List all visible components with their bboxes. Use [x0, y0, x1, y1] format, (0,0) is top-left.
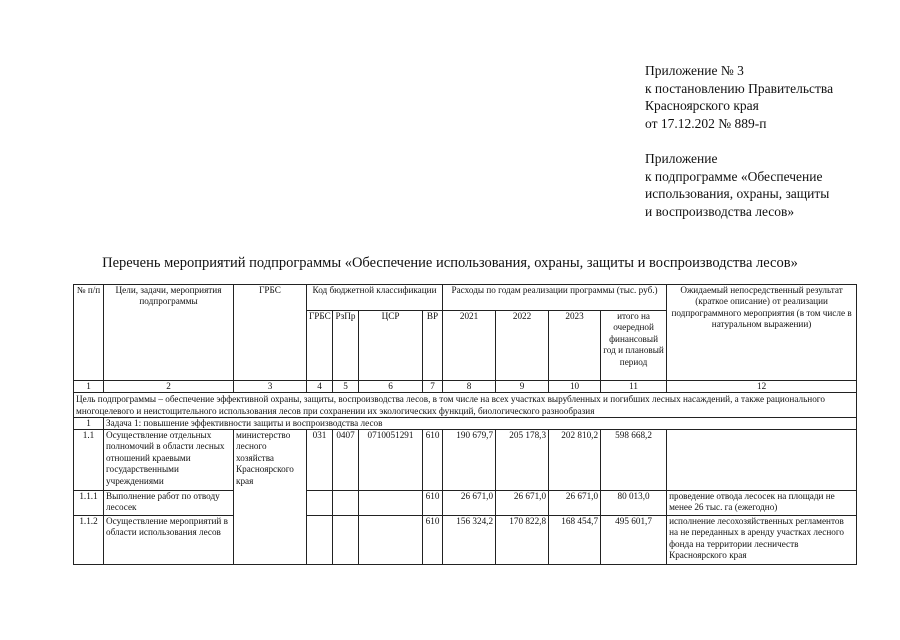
header-rzpr: РзПр	[333, 311, 359, 381]
row-grbs-code	[307, 491, 333, 516]
row-2021: 26 671,0	[443, 491, 496, 516]
column-number: 12	[667, 381, 857, 393]
table-row	[74, 430, 857, 491]
row-2023: 168 454,7	[549, 516, 601, 565]
row-name: Выполнение работ по отводу лесосек	[104, 491, 234, 516]
table-row	[74, 491, 857, 516]
appendix-line: Приложение № 3	[645, 63, 744, 78]
appendix-line: и воспроизводства лесов»	[645, 203, 795, 219]
row-name: Осуществление мероприятий в области использования лесов	[104, 516, 234, 565]
header-result: Ожидаемый непосредственный результат (краткое описание) от реализации подпрограммного мероприятия (в том числе в натуральном выражении)	[667, 285, 857, 381]
goal-text: Цель подпрограммы – обеспечение эффективной охраны, защиты, воспроизводства лесов, в том числе на всех участках вырубленных и погибших лесных насаждений, а также рационального многоцелевого и неистощительного использования лесов при сохранении их экологических функций, биологического разнообразия	[74, 393, 857, 418]
column-number: 5	[333, 381, 359, 393]
header-expenses: Расходы по годам реализации программы (тыс. руб.)	[443, 285, 667, 311]
row-grbs: министерство лесного хозяйства Красноярского края	[234, 430, 307, 565]
row-num: 1.1.2	[74, 516, 104, 565]
appendix-line: использования, охраны, защиты	[645, 186, 830, 201]
row-csr	[359, 516, 423, 565]
task-num: 1	[74, 418, 104, 430]
row-num: 1.1.1	[74, 491, 104, 516]
column-number: 3	[234, 381, 307, 393]
row-grbs-code: 031	[307, 430, 333, 491]
header-csr: ЦСР	[359, 311, 423, 381]
row-csr: 0710051291	[359, 430, 423, 491]
header-grbs: ГРБС	[234, 285, 307, 381]
task-text: Задача 1: повышение эффективности защиты и воспроизводства лесов	[104, 418, 857, 430]
header-budget-code: Код бюджетной классификации	[307, 285, 443, 311]
appendix-block	[645, 62, 833, 132]
row-2022: 170 822,8	[496, 516, 549, 565]
row-2021: 156 324,2	[443, 516, 496, 565]
column-number: 8	[443, 381, 496, 393]
column-number: 1	[74, 381, 104, 393]
row-total: 598 668,2	[601, 430, 667, 491]
column-number: 11	[601, 381, 667, 393]
row-rzpr	[333, 491, 359, 516]
column-number: 6	[359, 381, 423, 393]
appendix-line: Приложение	[645, 151, 718, 166]
header-vr: ВР	[423, 311, 443, 381]
appendix-line: к постановлению Правительства	[645, 80, 834, 96]
header-goals: Цели, задачи, мероприятия подпрограммы	[104, 285, 234, 381]
column-number: 2	[104, 381, 234, 393]
table-row	[74, 516, 857, 565]
header-row-top	[74, 285, 857, 311]
header-2021: 2021	[443, 311, 496, 381]
column-number: 9	[496, 381, 549, 393]
row-vr: 610	[423, 491, 443, 516]
appendix-line: Красноярского края	[645, 98, 759, 113]
row-2022: 205 178,3	[496, 430, 549, 491]
header-2022: 2022	[496, 311, 549, 381]
row-rzpr	[333, 516, 359, 565]
document-title: Перечень мероприятий подпрограммы «Обеспечение использования, охраны, защиты и воспроизводства лесов»	[102, 255, 798, 271]
row-grbs-code	[307, 516, 333, 565]
row-rzpr: 0407	[333, 430, 359, 491]
row-2023: 26 671,0	[549, 491, 601, 516]
row-result: проведение отвода лесосек на площади не менее 26 тыс. га (ежегодно)	[667, 491, 857, 516]
row-name: Осуществление отдельных полномочий в области лесных отношений краевыми государственными учреждениями	[104, 430, 234, 491]
row-vr: 610	[423, 516, 443, 565]
row-num: 1.1	[74, 430, 104, 491]
appendix-line: к подпрограмме «Обеспечение	[645, 168, 823, 184]
measures-table	[73, 284, 857, 565]
header-2023: 2023	[549, 311, 601, 381]
header-grbs-code: ГРБС	[307, 311, 333, 381]
header-total: итого на очередной финансовый год и плановый период	[601, 311, 667, 381]
column-number: 7	[423, 381, 443, 393]
row-total: 495 601,7	[601, 516, 667, 565]
row-vr: 610	[423, 430, 443, 491]
subprogram-appendix-block	[645, 150, 829, 220]
column-number: 10	[549, 381, 601, 393]
row-2022: 26 671,0	[496, 491, 549, 516]
task-row	[74, 418, 857, 430]
row-result	[667, 430, 857, 491]
appendix-line: от 17.12.202 № 889-п	[645, 115, 767, 131]
goal-row	[74, 393, 857, 418]
header-num: № п/п	[74, 285, 104, 381]
column-number: 4	[307, 381, 333, 393]
row-csr	[359, 491, 423, 516]
column-numbers-row	[74, 381, 857, 393]
row-total: 80 013,0	[601, 491, 667, 516]
row-2023: 202 810,2	[549, 430, 601, 491]
row-2021: 190 679,7	[443, 430, 496, 491]
row-result: исполнение лесохозяйственных регламентов на не переданных в аренду участках лесного фонда на территории лесничеств Красноярского края	[667, 516, 857, 565]
